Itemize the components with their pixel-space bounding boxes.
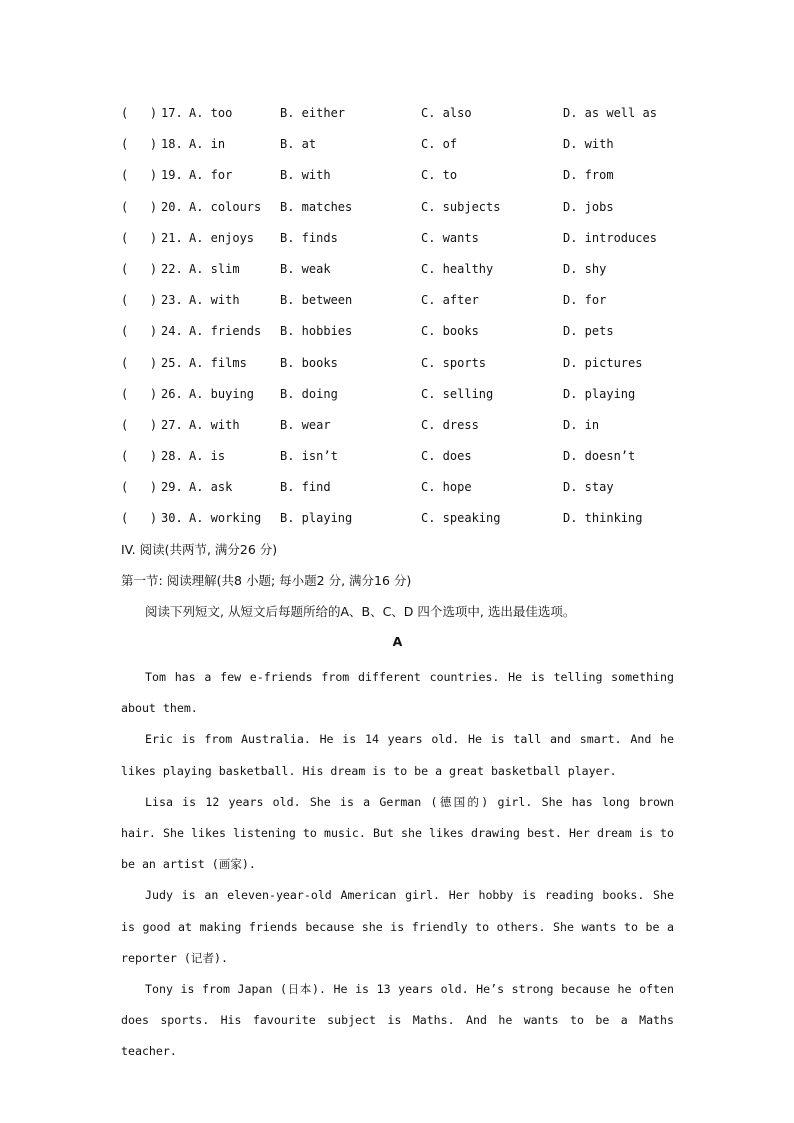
question-number: 30. bbox=[161, 511, 183, 526]
option-d: D. stay bbox=[563, 480, 614, 495]
question-row bbox=[121, 165, 681, 196]
question-number: 27. bbox=[161, 417, 183, 432]
option-b: B. books bbox=[280, 355, 338, 370]
passage-title: A bbox=[392, 634, 403, 649]
question-row bbox=[121, 134, 681, 165]
option-b: B. hobbies bbox=[280, 324, 353, 339]
option-c: C. does bbox=[421, 449, 472, 464]
option-a: A. colours bbox=[189, 199, 262, 214]
option-a: A. enjoys bbox=[189, 230, 255, 245]
option-c: C. after bbox=[421, 293, 479, 308]
option-d: D. doesn’t bbox=[563, 449, 636, 464]
reading-passage bbox=[121, 662, 674, 1068]
question-row bbox=[121, 508, 681, 539]
question-row bbox=[121, 228, 681, 259]
answer-blank: ( ) bbox=[121, 293, 158, 308]
option-d: D. pets bbox=[563, 324, 614, 339]
question-number: 17. bbox=[161, 106, 183, 120]
question-row bbox=[121, 384, 681, 415]
answer-blank: ( ) bbox=[121, 106, 158, 120]
option-c: C. subjects bbox=[421, 199, 501, 214]
option-b: B. either bbox=[280, 106, 346, 120]
answer-blank: ( ) bbox=[121, 417, 158, 432]
question-number: 20. bbox=[161, 199, 183, 214]
answer-blank: ( ) bbox=[121, 355, 158, 370]
option-b: B. weak bbox=[280, 261, 331, 276]
option-b: B. isn’t bbox=[280, 449, 338, 464]
answer-blank: ( ) bbox=[121, 230, 158, 245]
question-row bbox=[121, 103, 681, 134]
option-c: C. selling bbox=[421, 386, 494, 401]
option-d: D. in bbox=[563, 417, 600, 432]
cloze-question-list bbox=[121, 103, 681, 540]
option-d: D. from bbox=[563, 168, 614, 183]
option-c: C. sports bbox=[421, 355, 487, 370]
question-number: 22. bbox=[161, 261, 183, 276]
question-row bbox=[121, 415, 681, 446]
section-heading: IV. 阅读(共两节, 满分26 分) bbox=[121, 542, 278, 557]
passage-paragraph: Tony is from Japan (日本). He is 13 years old. He’s strong because he often does sports. His favourite subject is Maths. And he wants to be a Maths teacher. bbox=[121, 982, 674, 1059]
question-row bbox=[121, 290, 681, 321]
option-a: A. films bbox=[189, 355, 247, 370]
option-c: C. hope bbox=[421, 480, 472, 495]
question-number: 23. bbox=[161, 293, 183, 308]
question-row bbox=[121, 197, 681, 228]
answer-blank: ( ) bbox=[121, 449, 158, 464]
passage-paragraph: Tom has a few e-friends from different countries. He is telling something about them. bbox=[121, 670, 674, 716]
option-b: B. finds bbox=[280, 230, 338, 245]
passage-paragraph: Eric is from Australia. He is 14 years old. He is tall and smart. And he likes playing basketball. His dream is to be a great basketball player. bbox=[121, 732, 674, 778]
option-a: A. friends bbox=[189, 324, 262, 339]
option-a: A. slim bbox=[189, 261, 240, 276]
option-d: D. pictures bbox=[563, 355, 643, 370]
option-b: B. doing bbox=[280, 386, 338, 401]
option-b: B. wear bbox=[280, 417, 331, 432]
option-c: C. books bbox=[421, 324, 479, 339]
option-c: C. to bbox=[421, 168, 458, 183]
option-a: A. too bbox=[189, 106, 233, 120]
option-a: A. in bbox=[189, 137, 226, 152]
option-d: D. as well as bbox=[563, 106, 657, 120]
option-d: D. playing bbox=[563, 386, 636, 401]
answer-blank: ( ) bbox=[121, 480, 158, 495]
answer-blank: ( ) bbox=[121, 168, 158, 183]
question-number: 26. bbox=[161, 386, 183, 401]
option-b: B. with bbox=[280, 168, 331, 183]
option-a: A. is bbox=[189, 449, 226, 464]
option-a: A. working bbox=[189, 511, 262, 526]
instructions: 阅读下列短文, 从短文后每题所给的A、B、C、D 四个选项中, 选出最佳选项。 bbox=[145, 604, 576, 619]
option-b: B. matches bbox=[280, 199, 353, 214]
question-number: 19. bbox=[161, 168, 183, 183]
option-d: D. with bbox=[563, 137, 614, 152]
option-b: B. find bbox=[280, 480, 331, 495]
question-row bbox=[121, 321, 681, 352]
option-a: A. buying bbox=[189, 386, 255, 401]
question-row bbox=[121, 259, 681, 290]
option-a: A. with bbox=[189, 417, 240, 432]
option-d: D. shy bbox=[563, 261, 607, 276]
option-a: A. with bbox=[189, 293, 240, 308]
question-number: 25. bbox=[161, 355, 183, 370]
option-c: C. healthy bbox=[421, 261, 494, 276]
answer-blank: ( ) bbox=[121, 199, 158, 214]
option-d: D. jobs bbox=[563, 199, 614, 214]
passage-paragraph: Lisa is 12 years old. She is a German (德国的) girl. She has long brown hair. She likes listening to music. But she likes drawing best. Her dream is to be an artist (画家). bbox=[121, 794, 674, 872]
option-d: D. thinking bbox=[563, 511, 643, 526]
answer-blank: ( ) bbox=[121, 137, 158, 152]
answer-blank: ( ) bbox=[121, 324, 158, 339]
question-number: 21. bbox=[161, 230, 183, 245]
option-b: B. between bbox=[280, 293, 353, 308]
passage-paragraph: Judy is an eleven-year-old American girl. Her hobby is reading books. She is good at making friends because she is friendly to others. She wants to be a reporter (记者). bbox=[121, 888, 674, 965]
option-a: A. for bbox=[189, 168, 233, 183]
option-c: C. dress bbox=[421, 417, 479, 432]
question-row bbox=[121, 353, 681, 384]
option-d: D. introduces bbox=[563, 230, 657, 245]
answer-blank: ( ) bbox=[121, 511, 158, 526]
question-row bbox=[121, 477, 681, 508]
option-d: D. for bbox=[563, 293, 607, 308]
question-number: 18. bbox=[161, 137, 183, 152]
option-c: C. of bbox=[421, 137, 458, 152]
question-number: 29. bbox=[161, 480, 183, 495]
answer-blank: ( ) bbox=[121, 386, 158, 401]
part-heading: 第一节: 阅读理解(共8 小题; 每小题2 分, 满分16 分) bbox=[121, 573, 412, 588]
option-c: C. speaking bbox=[421, 511, 501, 526]
option-b: B. at bbox=[280, 137, 317, 152]
answer-blank: ( ) bbox=[121, 261, 158, 276]
option-c: C. wants bbox=[421, 230, 479, 245]
question-row bbox=[121, 446, 681, 477]
option-b: B. playing bbox=[280, 511, 353, 526]
question-number: 24. bbox=[161, 324, 183, 339]
option-c: C. also bbox=[421, 106, 472, 120]
option-a: A. ask bbox=[189, 480, 233, 495]
question-number: 28. bbox=[161, 449, 183, 464]
